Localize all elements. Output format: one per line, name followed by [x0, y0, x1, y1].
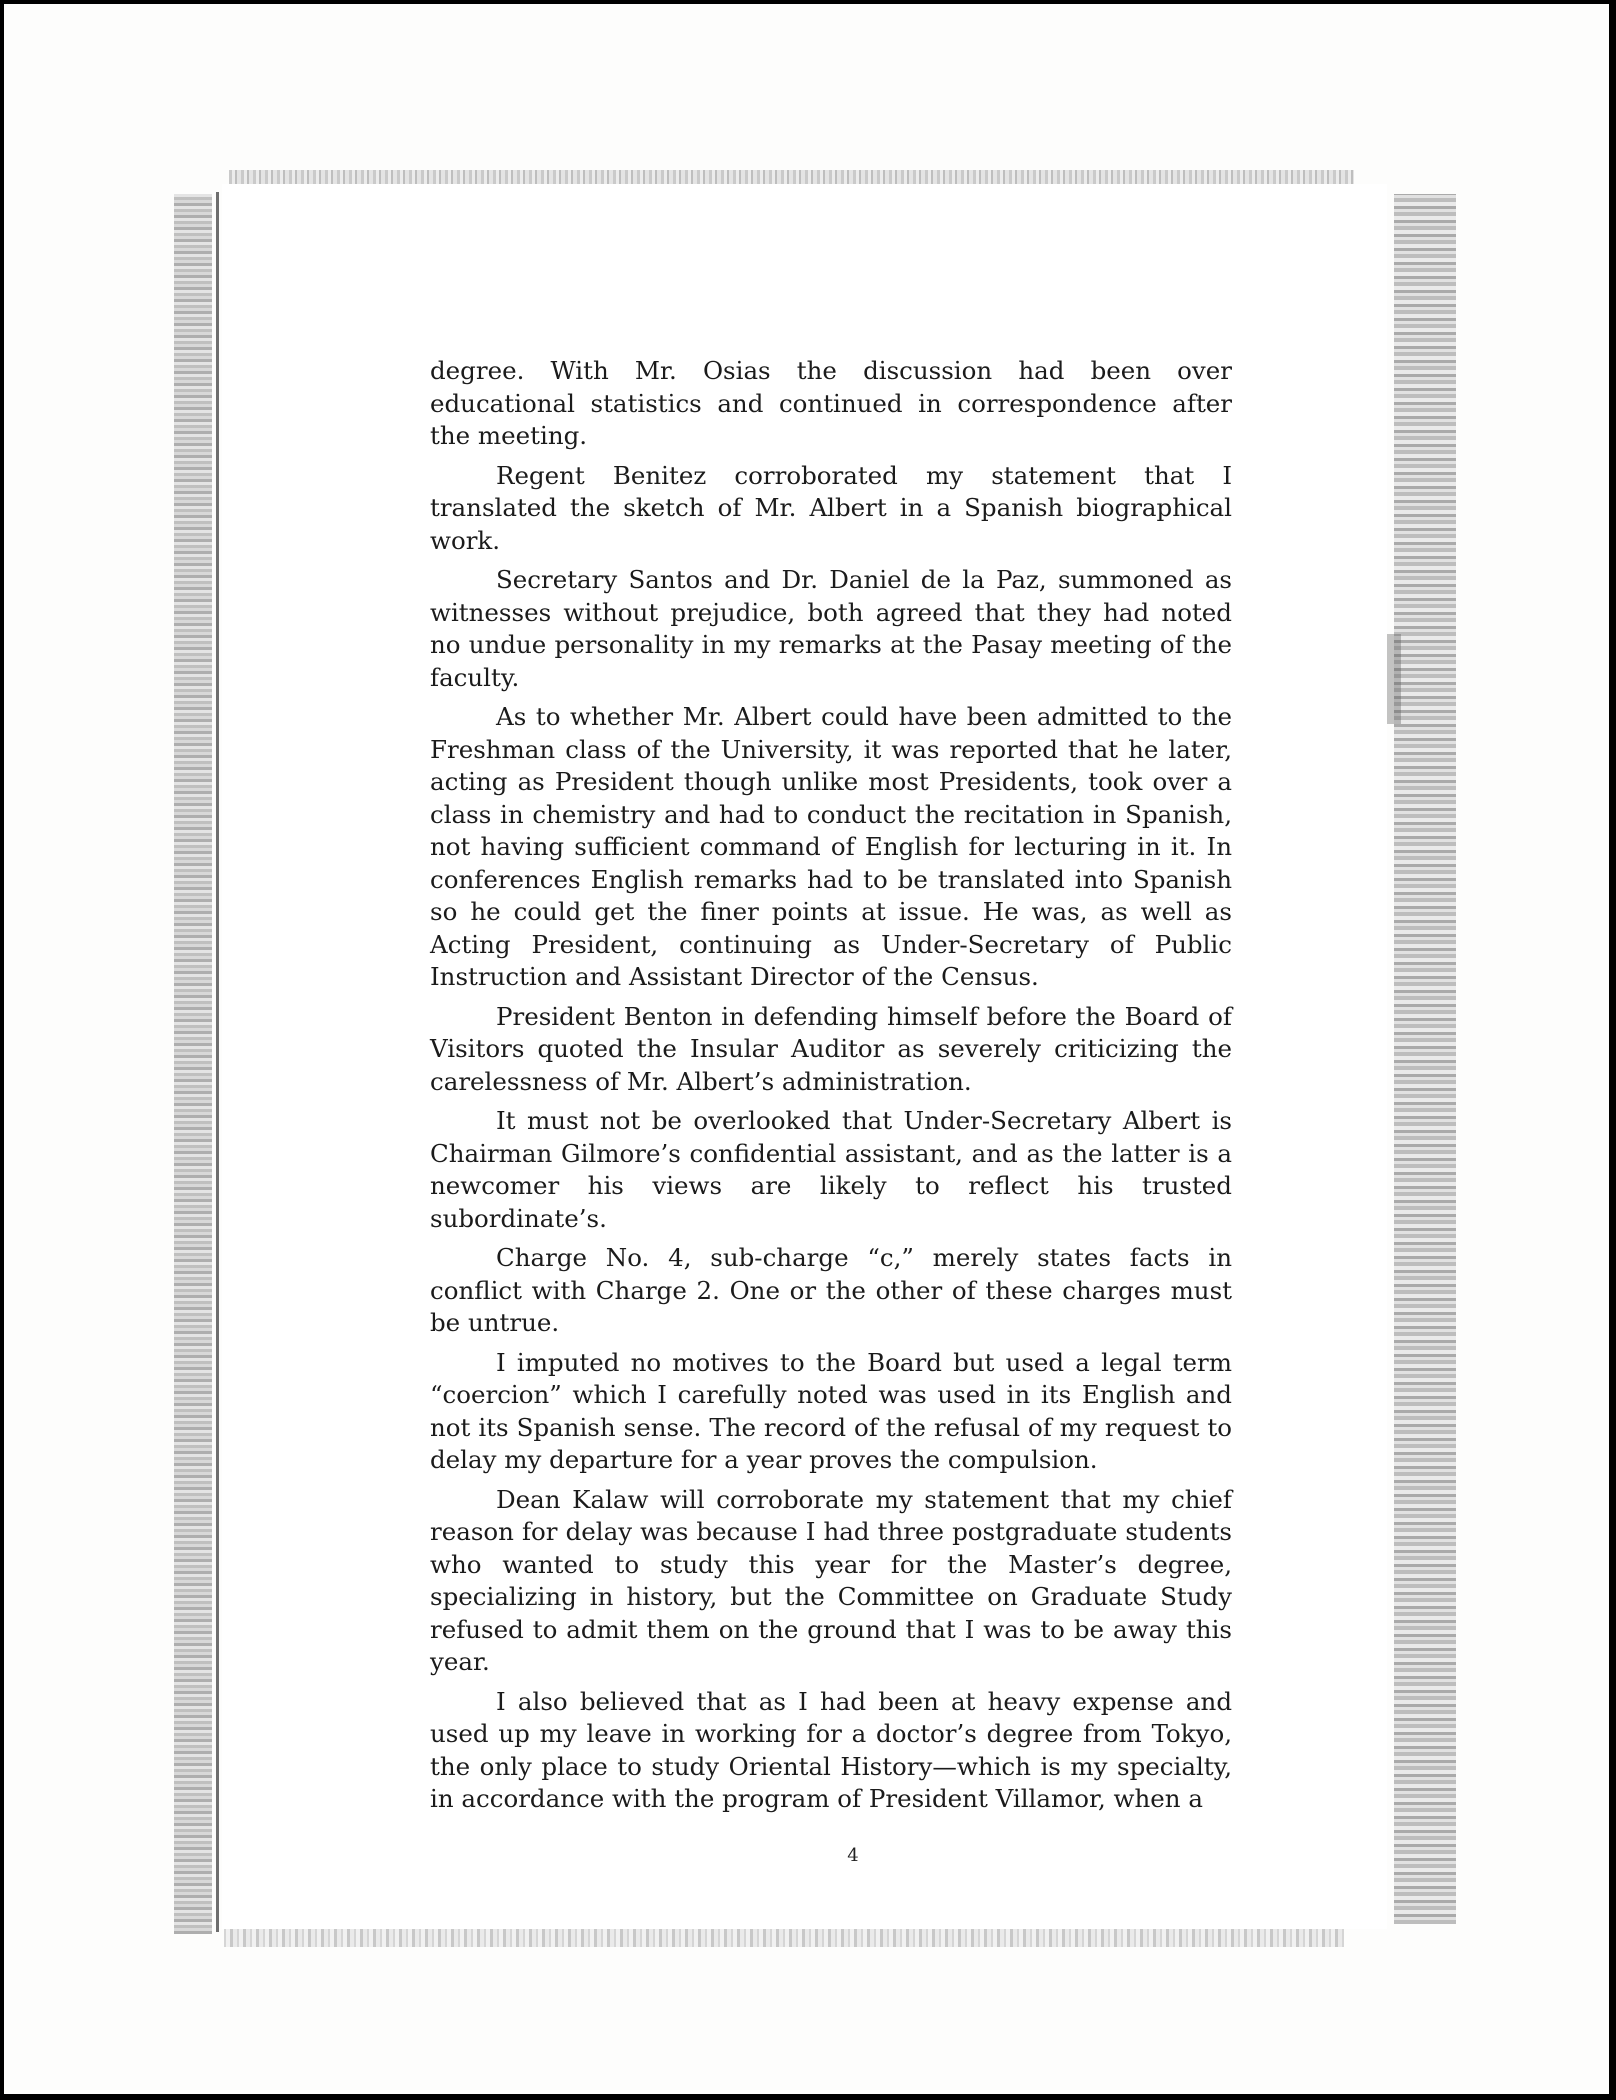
page-edge-top	[229, 170, 1354, 184]
paragraph: As to whether Mr. Albert could have been admitted to the Freshman class of the University, it was reported that he later, acting as President though unlike most Presidents, took over a class in chemistry and had to conduct the recitation in Spanish, not having sufficient command of English for lecturing in it. In conferences English remarks had to be translated into Spanish so he could get the finer points at issue. He was, as well as Acting President, continuing as Under-Secretary of Public Instruction and Assistant Director of the Census.	[430, 702, 1232, 991]
paragraph: Secretary Santos and Dr. Daniel de la Paz, summoned as witnesses without prejudice, both agreed that they had noted no undue personality in my remarks at the Pasay meeting of the faculty.	[430, 565, 1232, 692]
paragraph: I imputed no motives to the Board but used a legal term “coercion” which I carefully noted was used in its English and not its Spanish sense. The record of the refusal of my request to delay my departure for a year proves the compulsion.	[430, 1347, 1232, 1474]
paragraph: I also believed that as I had been at heavy expense and used up my leave in working for a doctor’s degree from Tokyo, the only place to study Oriental History—which is my specialty, in accordance with the program of President Villamor, when a	[430, 1686, 1232, 1813]
document-body	[430, 355, 1232, 1823]
paragraph: degree. With Mr. Osias the discussion had been over educational statistics and continued in correspondence after the meeting.	[430, 356, 1232, 450]
page-edge-left	[174, 194, 212, 1934]
paragraph: Charge No. 4, sub-charge “c,” merely states facts in conflict with Charge 2. One or the other of these charges must be untrue.	[430, 1243, 1232, 1337]
paragraph: Regent Benitez corroborated my statement that I translated the sketch of Mr. Albert in a Spanish biographical work.	[430, 460, 1232, 555]
page-edge-right	[1394, 194, 1456, 1924]
paragraph: Dean Kalaw will corroborate my statement that my chief reason for delay was because I had three postgraduate students who wanted to study this year for the Master’s degree, specializing in history, but the Committee on Graduate Study refused to admit them on the ground that I was to be away this year.	[430, 1484, 1232, 1676]
page-number: 4	[847, 1845, 859, 1866]
paragraph: It must not be overlooked that Under-Secretary Albert is Chairman Gilmore’s confidential assistant, and as the latter is a newcomer his views are likely to reflect his trusted subordinate’s.	[430, 1106, 1232, 1233]
page-fold-line	[216, 192, 219, 1932]
paragraph: President Benton in defending himself before the Board of Visitors quoted the Insular Auditor as severely criticizing the carelessness of Mr. Albert’s administration.	[430, 1001, 1232, 1096]
page-edge-bottom	[224, 1929, 1344, 1947]
